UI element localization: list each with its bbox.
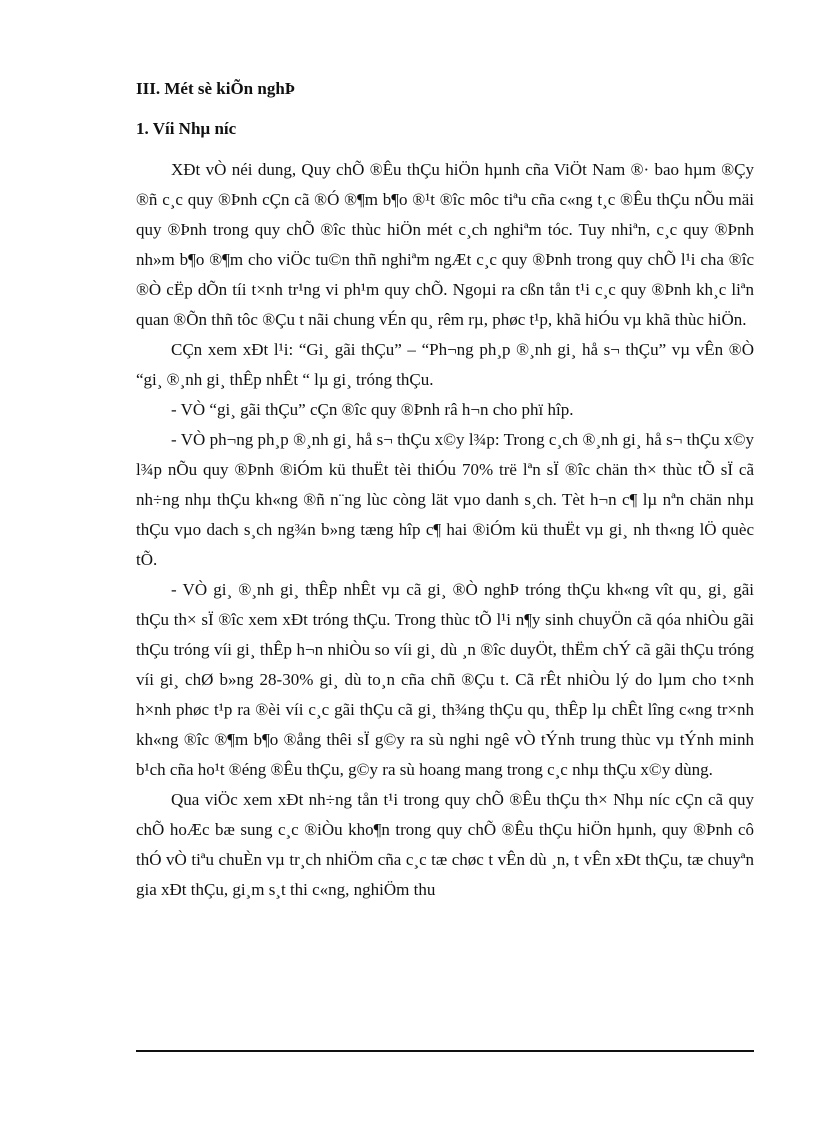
section-heading: III. Mét sè kiÕn nghÞ xyxy=(136,79,296,98)
body-text xyxy=(136,155,754,905)
footer-divider xyxy=(136,1050,754,1052)
paragraph-4: - VÒ ph¬ng ph¸p ®¸nh gi¸ hå s¬ thÇu x©y l¾p: Trong c¸ch ®¸nh gi¸ hå s¬ thÇu x©y l¾p nÕu quy ®Þnh ®iÓm kü thuËt tèi thiÓu 70% trë lªn sÏ ®îc chän th× thùc tÕ sÏ cã nh÷ng nhµ thÇu kh«ng ®ñ n¨ng lùc còng lät vµo danh s¸ch. Tèt h¬n c¶ lµ nªn chän nhµ thÇu vµo dach s¸ch ng¾n b»ng tæng hîp c¶ hai ®iÓm kü thuËt vµ gi¸ nh th«ng lÖ quèc tÕ. xyxy=(136,430,754,569)
paragraph-3: - VÒ “gi¸ gãi thÇu” cÇn ®îc quy ®Þnh râ h¬n cho phï hîp. xyxy=(171,400,574,419)
paragraph-6: Qua viÖc xem xÐt nh÷ng tån t¹i trong quy chÕ ®Êu thÇu th× Nhµ níc cÇn cã quy chÕ hoÆc bæ sung c¸c ®iÒu kho¶n trong quy chÕ ®Êu thÇu hiÖn hµnh, quy ®Þnh cô thÓ vÒ tiªu chuÈn vµ tr¸ch nhiÖm cña c¸c tæ chøc t vÊn dù ¸n, t vÊn xÐt thÇu, tæ chuyªn gia xÐt thÇu, gi¸m s¸t thi c«ng, nghiÖm thu xyxy=(136,790,754,899)
subsection-heading: 1. Víi Nhµ níc xyxy=(136,119,237,138)
paragraph-1: XÐt vÒ néi dung, Quy chÕ ®Êu thÇu hiÖn hµnh cña ViÖt Nam ®· bao hµm ®Çy ®ñ c¸c quy ®Þnh cÇn cã ®Ó ®¶m b¶o ®¹t ®îc môc tiªu cña c«ng t¸c ®Êu thÇu nÕu mäi quy ®Þnh trong quy chÕ ®îc thùc hiÖn mét c¸ch nghiªm tóc. Tuy nhiªn, c¸c quy ®Þnh nh»m b¶o ®¶m cho viÖc tu©n thñ nghiªm ngÆt c¸c quy ®Þnh trong quy chÕ l¹i cha ®îc ®Ò cËp dÕn tíi t×nh tr¹ng vi ph¹m quy chÕ. Ngoµi ra cßn tån t¹i c¸c quy ®Þnh kh¸c liªn quan ®Õn thñ tôc ®Çu t nãi chung vÉn qu¸ rêm rµ, phøc t¹p, khã hiÓu vµ khã thùc hiÖn. xyxy=(136,160,754,329)
paragraph-2: CÇn xem xÐt l¹i: “Gi¸ gãi thÇu” – “Ph¬ng ph¸p ®¸nh gi¸ hå s¬ thÇu” vµ vÊn ®Ò “gi¸ ®¸nh gi¸ thÊp nhÊt “ lµ gi¸ tróng thÇu. xyxy=(136,340,754,389)
paragraph-5: - VÒ gi¸ ®¸nh gi¸ thÊp nhÊt vµ cã gi¸ ®Ò nghÞ tróng thÇu kh«ng vît qu¸ gi¸ gãi thÇu th× sÏ ®îc xem xÐt tróng thÇu. Trong thùc tÕ l¹i n¶y sinh chuyÖn cã qóa nhiÒu gãi thÇu tróng víi gi¸ thÊp h¬n nhiÒu so víi gi¸ dù ¸n ®îc duyÖt, thËm chÝ cã gãi thÇu tróng víi gi¸ chØ b»ng 28-30% gi¸ dù to¸n cña chñ ®Çu t. Cã rÊt nhiÒu lý do lµm cho t×nh h×nh phøc t¹p ra ®èi víi c¸c gãi thÇu cã gi¸ th¾ng thÇu qu¸ thÊp lµ chÊt lîng c«ng tr×nh kh«ng ®îc ®¶m b¶o ®ång thêi sÏ g©y ra sù nghi ngê vÒ tÝnh trung thùc vµ tÝnh minh b¹ch cña ho¹t ®éng ®Êu thÇu, g©y ra sù hoang mang trong c¸c nhµ thÇu x©y dùng. xyxy=(136,580,754,779)
